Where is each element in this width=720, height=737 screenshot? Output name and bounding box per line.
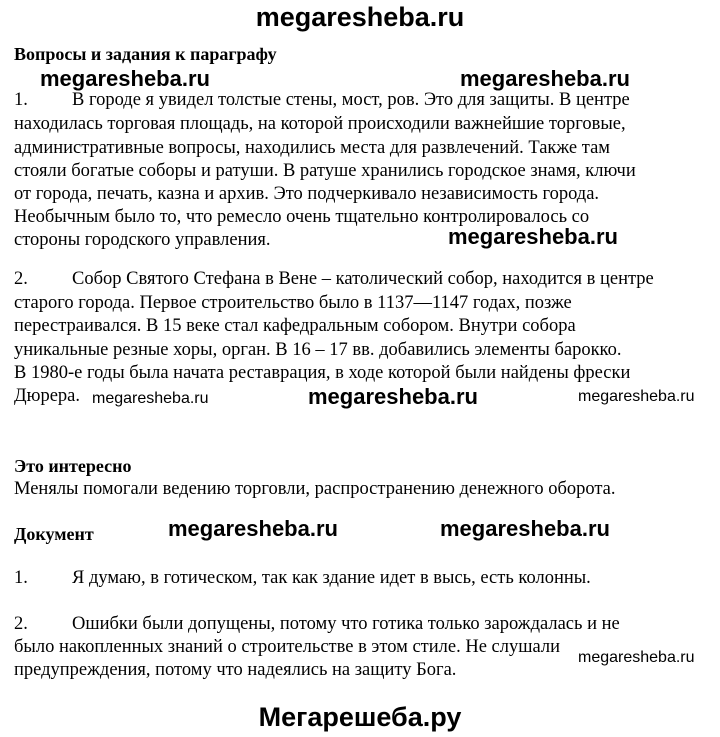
- document-answer-2-number: 2.: [14, 614, 28, 634]
- document-answer-2-line: 2. Ошибки были допущены, потому что готика только зарождалась и не: [14, 614, 620, 634]
- watermark: megaresheba.ru: [92, 390, 209, 407]
- document-heading: Документ: [14, 524, 94, 544]
- watermark: megaresheba.ru: [308, 384, 478, 409]
- interesting-heading: Это интересно: [14, 456, 132, 476]
- top-watermark: megaresheba.ru: [255, 2, 465, 32]
- question-2-line: 2. Собор Святого Стефана в Вене – католический собор, находится в центре: [14, 269, 654, 289]
- question-1-line: административные вопросы, находились места для развлечений. Также там: [14, 138, 610, 158]
- document-answer-1: 1. Я думаю, в готическом, так как здание идет в высь, есть колонны.: [14, 568, 591, 588]
- document-answer-2-line: предупреждения, потому что надеялись на защиту Бога.: [14, 660, 457, 680]
- interesting-text: Менялы помогали ведению торговли, распространению денежного оборота.: [14, 479, 616, 499]
- watermark: megaresheba.ru: [460, 66, 630, 91]
- question-1-line: от города, печать, казна и архив. Это подчеркивало независимость города.: [14, 184, 600, 204]
- question-1-line: стояли богатые соборы и ратуши. В ратуше хранились городское знамя, ключи: [14, 161, 636, 181]
- watermark: megaresheba.ru: [448, 224, 618, 249]
- question-1-line: 1. В городе я увидел толстые стены, мост, ров. Это для защиты. В центре: [14, 90, 630, 110]
- question-1-line: Необычным было то, что ремесло очень тщательно контролировалось со: [14, 207, 590, 227]
- watermark: megaresheba.ru: [440, 516, 610, 541]
- watermark: megaresheba.ru: [578, 388, 695, 405]
- document-answer-2-line: было накопленных знаний о строительстве в этом стиле. Не слушали: [14, 637, 560, 657]
- question-2-number: 2.: [14, 269, 28, 289]
- watermark: megaresheba.ru: [578, 649, 695, 666]
- document-answer-1-number: 1.: [14, 568, 28, 588]
- question-2-line: уникальные резные хоры, орган. В 16 – 17 вв. добавились элементы барокко.: [14, 340, 622, 360]
- question-2-line: перестраивался. В 15 веке стал кафедральным собором. Внутри собора: [14, 316, 576, 336]
- questions-heading: Вопросы и задания к параграфу: [14, 44, 277, 64]
- question-1-line: находилась торговая площадь, на которой происходили важнейшие торговые,: [14, 114, 626, 134]
- question-1-line: стороны городского управления.: [14, 230, 271, 250]
- watermark: megaresheba.ru: [168, 516, 338, 541]
- question-2-line: В 1980-е годы была начата реставрация, в ходе которой были найдены фрески: [14, 363, 631, 383]
- bottom-watermark: Мегарешеба.ру: [258, 702, 462, 732]
- question-1-number: 1.: [14, 90, 28, 110]
- question-2-line: старого города. Первое строительство было в 1137—1147 годах, позже: [14, 293, 572, 313]
- question-2-line: Дюрера.: [14, 386, 80, 406]
- watermark: megaresheba.ru: [40, 66, 210, 91]
